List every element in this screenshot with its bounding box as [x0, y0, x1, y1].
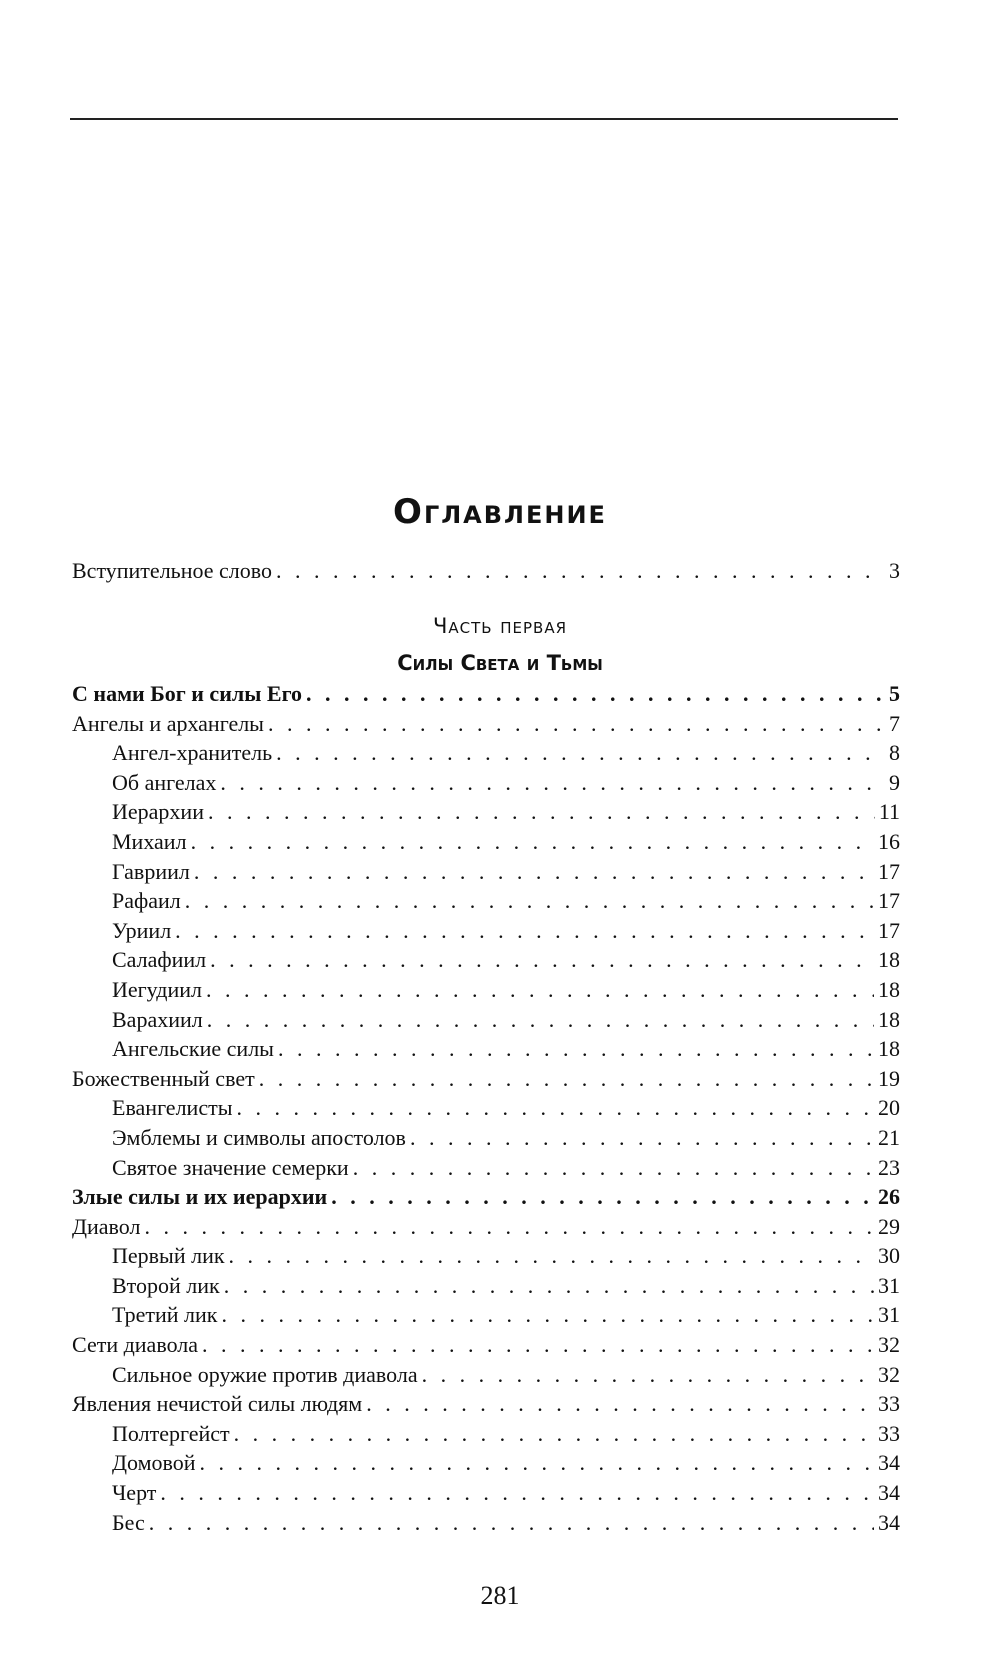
toc-entry-page: 31: [878, 1272, 900, 1298]
toc-entry-label: Сильное оружие против диавола: [112, 1361, 418, 1387]
toc-entry-label: Полтергейст: [112, 1420, 230, 1446]
toc-entry-label: Святое значение семерки: [112, 1154, 349, 1180]
toc-entry: [72, 1478, 900, 1508]
dot-leader: [236, 1093, 874, 1123]
toc-entry: [72, 1123, 900, 1153]
toc-entry-page: 18: [878, 947, 900, 973]
toc-entry: [72, 1212, 900, 1242]
toc-entry-label: Ангел-хранитель: [112, 740, 273, 766]
toc-entry: [72, 1005, 900, 1035]
toc-entry: [72, 945, 900, 975]
toc-entry-page: 9: [889, 769, 900, 795]
toc-entry-label: Иерархии: [112, 799, 204, 825]
toc-entry-label: Гавриил: [112, 858, 190, 884]
toc-entry-label: Диавол: [72, 1213, 141, 1239]
toc-entry: [72, 556, 900, 586]
toc-entry-page: 18: [878, 1036, 900, 1062]
toc-entry: [72, 916, 900, 946]
dot-leader: [410, 1123, 874, 1153]
page-title: Оглавление: [393, 492, 607, 532]
toc-entry: [72, 1271, 900, 1301]
toc-entry-label: Об ангелах: [112, 769, 217, 795]
toc-entry: [72, 768, 900, 798]
toc-entry-page: 16: [878, 828, 900, 854]
toc-entry-label: Ангелы и архангелы: [72, 710, 264, 736]
dot-leader: [208, 797, 875, 827]
toc-entry: [72, 1241, 900, 1271]
part-label: Часть первая: [432, 614, 568, 638]
toc-entry: [72, 1182, 900, 1212]
toc-entry-page: 33: [878, 1391, 900, 1417]
toc-entry-label: Божественный свет: [72, 1065, 255, 1091]
dot-leader: [185, 886, 874, 916]
toc-entry-label: Эмблемы и символы апостолов: [112, 1124, 406, 1150]
toc-entry-page: 5: [889, 681, 900, 706]
toc-entry: [72, 857, 900, 887]
toc-entry-page: 31: [878, 1302, 900, 1328]
dot-leader: [144, 1212, 874, 1242]
toc-entry-page: 19: [878, 1065, 900, 1091]
toc-entry: [72, 1419, 900, 1449]
toc-intro: [72, 556, 900, 586]
toc-entry-label: Ангельские силы: [112, 1036, 274, 1062]
toc-entry: [72, 1360, 900, 1390]
dot-leader: [202, 1330, 874, 1360]
toc-entry-page: 34: [878, 1480, 900, 1506]
toc-entry-page: 32: [878, 1332, 900, 1358]
top-rule: [70, 118, 898, 120]
toc-entry-label: Третий лик: [112, 1302, 218, 1328]
toc-entry-label: Второй лик: [112, 1272, 220, 1298]
toc-entry-label: Евангелисты: [112, 1095, 233, 1121]
toc-entry-label: Черт: [112, 1480, 157, 1506]
toc-entry-page: 7: [889, 710, 900, 736]
dot-leader: [200, 1448, 874, 1478]
part-title: Силы Света и Тьмы: [397, 651, 603, 675]
toc-entry-label: Домовой: [112, 1450, 196, 1476]
toc-entry-label: Михаил: [112, 828, 187, 854]
toc-entry-page: 17: [878, 858, 900, 884]
toc-entry: [72, 1330, 900, 1360]
toc-entry-label: С нами Бог и силы Его: [72, 681, 303, 706]
toc-entry-label: Явления нечистой силы людям: [72, 1391, 363, 1417]
toc-entry: [72, 886, 900, 916]
toc-entry-label: Иегудиил: [112, 976, 203, 1002]
dot-leader: [210, 945, 874, 975]
toc-entry-page: 32: [878, 1361, 900, 1387]
toc-entry: [72, 1064, 900, 1094]
dot-leader: [276, 556, 884, 586]
dot-leader: [194, 857, 874, 887]
dot-leader: [306, 679, 884, 709]
dot-leader: [276, 738, 884, 768]
dot-leader: [259, 1064, 874, 1094]
toc-entry-label: Вступительное слово: [72, 558, 272, 583]
toc-entry-page: 18: [878, 976, 900, 1002]
dot-leader: [221, 1300, 874, 1330]
toc-entry: [72, 1034, 900, 1064]
toc-entry-page: 8: [889, 740, 900, 766]
dot-leader: [268, 709, 884, 739]
toc-entry-page: 29: [878, 1213, 900, 1239]
toc-entry: [72, 975, 900, 1005]
toc-entry-label: Салафиил: [112, 947, 207, 973]
dot-leader: [224, 1271, 874, 1301]
dot-leader: [229, 1241, 874, 1271]
toc-entry: [72, 1448, 900, 1478]
dot-leader: [422, 1360, 874, 1390]
dot-leader: [207, 1005, 874, 1035]
dot-leader: [278, 1034, 874, 1064]
toc-entry: [72, 797, 900, 827]
toc-entry-page: 17: [878, 917, 900, 943]
toc-entry-page: 17: [878, 888, 900, 914]
toc-entry-page: 20: [878, 1095, 900, 1121]
toc-entry-page: 30: [878, 1243, 900, 1269]
dot-leader: [206, 975, 874, 1005]
toc-entry: [72, 1093, 900, 1123]
toc-entry-page: 21: [878, 1124, 900, 1150]
toc-entry: [72, 679, 900, 709]
toc-entry-label: Злые силы и их иерархии: [72, 1184, 328, 1210]
toc-entry-label: Уриил: [112, 917, 172, 943]
dot-leader: [331, 1182, 874, 1212]
toc-entry: [72, 1389, 900, 1419]
dot-leader: [191, 827, 874, 857]
toc-entry: [72, 1153, 900, 1183]
dot-leader: [220, 768, 884, 798]
toc-entry-page: 3: [889, 558, 900, 583]
toc-entry-label: Варахиил: [112, 1006, 203, 1032]
toc-entry: [72, 709, 900, 739]
toc-entry: [72, 827, 900, 857]
dot-leader: [353, 1153, 874, 1183]
toc-entry-page: 18: [878, 1006, 900, 1032]
toc-entry-label: Рафаил: [112, 888, 181, 914]
toc-entry-page: 26: [878, 1184, 900, 1210]
toc-entry-page: 11: [878, 799, 900, 825]
toc-entry-label: Сети диавола: [72, 1332, 199, 1358]
toc-entry-page: 23: [878, 1154, 900, 1180]
toc-entry-page: 34: [878, 1509, 900, 1535]
toc-entry: [72, 738, 900, 768]
dot-leader: [149, 1508, 874, 1538]
toc-entry-page: 33: [878, 1420, 900, 1446]
dot-leader: [366, 1389, 874, 1419]
dot-leader: [175, 916, 874, 946]
toc-entry: [72, 1300, 900, 1330]
page-number: 281: [480, 1581, 520, 1610]
toc-entry-label: Бес: [112, 1509, 145, 1535]
toc-entry: [72, 1508, 900, 1538]
dot-leader: [160, 1478, 874, 1508]
toc-entry-label: Первый лик: [112, 1243, 225, 1269]
dot-leader: [234, 1419, 874, 1449]
toc-entry-page: 34: [878, 1450, 900, 1476]
toc-list: [72, 679, 900, 1537]
